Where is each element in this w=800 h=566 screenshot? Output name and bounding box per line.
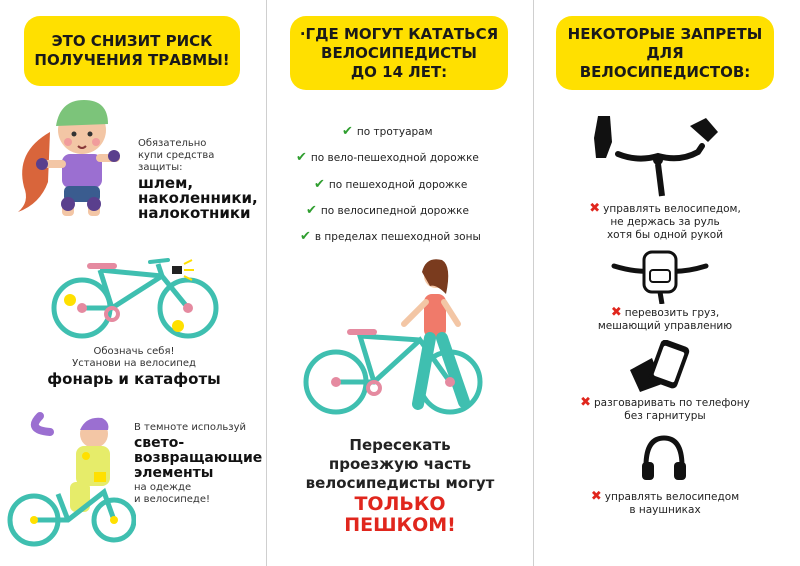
helmet-girl-icon: [10, 92, 138, 222]
reflect-big-line: элементы: [134, 465, 214, 481]
check-icon: ✔: [306, 203, 317, 218]
crossing-emphasis-line: ТОЛЬКО: [354, 493, 446, 515]
reflect-big-line: возвращающие: [134, 450, 263, 466]
crossing-emphasis-line: ПЕШКОМ!: [344, 514, 456, 536]
backpack-handlebar-icon: [610, 246, 710, 304]
lights-big-text: фонарь и катафоты: [47, 370, 221, 388]
rule-line: [552, 202, 778, 216]
lights-small-line: Обозначь себя!: [93, 346, 175, 357]
left-header: [24, 16, 240, 86]
rule-item: [552, 396, 778, 423]
protection-big-line: налокотники: [138, 204, 251, 222]
check-icon: ✔: [314, 177, 325, 192]
middle-header: [290, 16, 508, 90]
left-header-line: ЭТО СНИЗИТ РИСК: [51, 32, 213, 50]
reflect-big-line: свето-: [134, 435, 185, 451]
place-item: [306, 203, 469, 218]
crossing-line: проезжую часть: [328, 455, 472, 473]
place-item: [296, 150, 479, 165]
crossing-text: [290, 436, 510, 493]
place-label: по тротуарам: [356, 125, 433, 138]
headphones-icon: [638, 432, 690, 484]
protection-small-line: Обязательно: [138, 138, 207, 149]
place-label: по пешеходной дорожке: [328, 178, 468, 191]
protection-big-text: [138, 176, 263, 221]
left-header-line: ПОЛУЧЕНИЯ ТРАВМЫ!: [34, 51, 230, 69]
right-header: [556, 16, 774, 90]
rule-item: [552, 202, 778, 242]
check-icon: ✔: [296, 150, 307, 165]
crossing-line: велосипедисты могут: [305, 474, 495, 492]
walking-with-bike-icon: [300, 254, 500, 424]
reflect-small-line: и велосипеде!: [134, 494, 210, 505]
rule-item: [552, 490, 778, 517]
rule-line: в наушниках: [629, 504, 701, 516]
bicycle-lights-icon: [50, 256, 220, 346]
protection-small-line: защиты:: [138, 162, 183, 173]
reflective-cyclist-icon: [6, 412, 136, 552]
rule-line: не держась за руль: [610, 216, 720, 228]
rule-text: управлять велосипедом: [604, 491, 740, 503]
lights-small-text: [20, 346, 248, 370]
right-header-line: ДЛЯ: [646, 43, 684, 62]
protection-big-line: наколенники,: [138, 189, 258, 207]
rule-text: разговаривать по телефону: [594, 397, 750, 409]
protection-big-line: шлем,: [138, 174, 194, 192]
protection-small-line: купи средства: [138, 150, 215, 161]
middle-header-line: ВЕЛОСИПЕДИСТЫ: [321, 43, 477, 62]
rule-line: мешающий управлению: [597, 320, 733, 332]
rule-item: [552, 306, 778, 333]
place-item: [300, 229, 481, 244]
place-label: по вело-пешеходной дорожке: [310, 151, 479, 164]
reflect-big-text: [134, 436, 262, 481]
cross-icon: ✖: [590, 489, 602, 504]
lights-small-line: Установи на велосипед: [72, 358, 196, 369]
protection-small-text: [138, 138, 248, 174]
rule-line: [552, 396, 778, 410]
hands-handlebar-icon: [588, 112, 728, 198]
place-label: в пределах пешеходной зоны: [314, 230, 481, 243]
right-header-line: НЕКОТОРЫЕ ЗАПРЕТЫ: [567, 24, 763, 43]
reflect-small-bottom: [134, 482, 259, 506]
place-item: [314, 177, 467, 192]
reflect-small-top: В темноте используй: [134, 422, 247, 433]
rule-text: перевозить груз,: [624, 307, 720, 319]
cross-icon: ✖: [610, 305, 622, 320]
middle-header-line: ·ГДЕ МОГУТ КАТАТЬСЯ: [299, 24, 499, 43]
check-icon: ✔: [342, 124, 353, 139]
rule-line: без гарнитуры: [624, 410, 706, 422]
rule-line: хотя бы одной рукой: [606, 229, 724, 241]
place-label: по велосипедной дорожке: [320, 204, 469, 217]
right-header-line: ВЕЛОСИПЕДИСТОВ:: [579, 62, 751, 81]
check-icon: ✔: [300, 229, 311, 244]
phone-hand-icon: [626, 340, 696, 392]
cross-icon: ✖: [589, 201, 601, 216]
crossing-line: Пересекать: [349, 436, 451, 454]
reflect-small-line: на одежде: [134, 482, 192, 493]
rule-line: [552, 306, 778, 320]
middle-header-line: ДО 14 ЛЕТ:: [350, 62, 448, 81]
rule-line: [552, 490, 778, 504]
place-item: [342, 124, 433, 139]
crossing-emphasis: [290, 494, 510, 536]
rule-text: управлять велосипедом,: [603, 203, 741, 215]
cross-icon: ✖: [580, 395, 592, 410]
